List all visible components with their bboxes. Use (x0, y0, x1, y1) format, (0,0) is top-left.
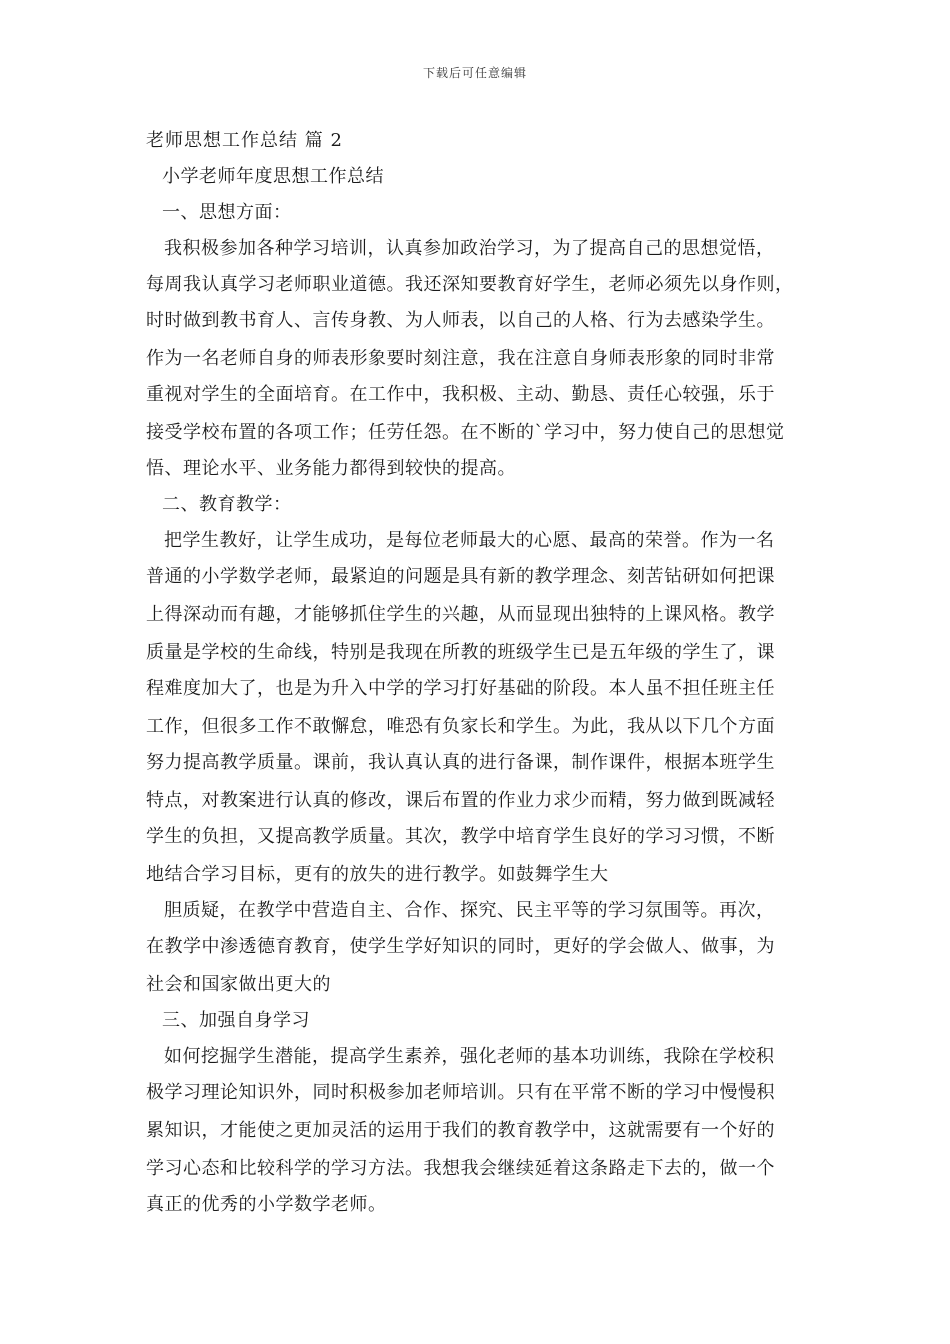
document-title: 老师思想工作总结 篇 2 (146, 130, 343, 151)
paragraph-line: 作为一名老师自身的师表形象要时刻注意，我在注意自身师表形象的同时非常 (146, 348, 775, 369)
section-heading: 二、教育教学： (162, 494, 292, 515)
paragraph-line: 我积极参加各种学习培训，认真参加政治学习，为了提高自己的思想觉悟， (164, 238, 775, 259)
paragraph-line: 每周我认真学习老师职业道德。我还深知要教育好学生，老师必须先以身作则， (146, 274, 794, 295)
paragraph-line: 地结合学习目标，更有的放失的进行教学。如鼓舞学生大 (146, 864, 609, 885)
paragraph-line: 时时做到教书育人、言传身教、为人师表，以自己的人格、行为去感染学生。 (146, 310, 775, 331)
subtitle: 小学老师年度思想工作总结 (162, 166, 384, 187)
paragraph-line: 把学生教好，让学生成功，是每位老师最大的心愿、最高的荣誉。作为一名 (164, 530, 775, 551)
paragraph-line: 接受学校布置的各项工作；任劳任怨。在不断的`学习中，努力使自己的思想觉 (146, 422, 785, 443)
paragraph-line: 在教学中渗透德育教育，使学生学好知识的同时，更好的学会做人、做事，为 (146, 936, 775, 957)
header-note: 下载后可任意编辑 (422, 66, 527, 80)
paragraph-line: 程难度加大了，也是为升入中学的学习打好基础的阶段。本人虽不担任班主任 (146, 678, 775, 699)
paragraph-line: 特点，对教案进行认真的修改，课后布置的作业力求少而精，努力做到既减轻 (146, 790, 775, 811)
paragraph-line: 工作，但很多工作不敢懈怠，唯恐有负家长和学生。为此，我从以下几个方面 (146, 716, 775, 737)
section-heading: 一、思想方面： (162, 202, 292, 223)
paragraph-line: 累知识，才能使之更加灵活的运用于我们的教育教学中，这就需要有一个好的 (146, 1120, 775, 1141)
paragraph-line: 努力提高教学质量。课前，我认真认真的进行备课，制作课件，根据本班学生 (146, 752, 775, 773)
paragraph-line: 学生的负担，又提高教学质量。其次，教学中培育学生良好的学习习惯，不断 (146, 826, 775, 847)
paragraph-line: 如何挖掘学生潜能，提高学生素养，强化老师的基本功训练，我除在学校积 (164, 1046, 775, 1067)
paragraph-line: 普通的小学数学老师，最紧迫的问题是具有新的教学理念、刻苦钻研如何把课 (146, 566, 775, 587)
paragraph-line: 极学习理论知识外，同时积极参加老师培训。只有在平常不断的学习中慢慢积 (146, 1082, 775, 1103)
paragraph-line: 质量是学校的生命线，特别是我现在所教的班级学生已是五年级的学生了，课 (146, 642, 775, 663)
section-heading: 三、加强自身学习 (162, 1010, 310, 1031)
paragraph-line: 学习心态和比较科学的学习方法。我想我会继续延着这条路走下去的，做一个 (146, 1158, 775, 1179)
paragraph-line: 上得深动而有趣，才能够抓住学生的兴趣，从而显现出独特的上课风格。教学 (146, 604, 775, 625)
paragraph-line: 胆质疑，在教学中营造自主、合作、探究、民主平等的学习氛围等。再次， (164, 900, 775, 921)
paragraph-line: 真正的优秀的小学数学老师。 (146, 1194, 387, 1215)
paragraph-line: 社会和国家做出更大的 (146, 974, 331, 995)
paragraph-line: 重视对学生的全面培育。在工作中，我积极、主动、勤恳、责任心较强，乐于 (146, 384, 775, 405)
paragraph-line: 悟、理论水平、业务能力都得到较快的提高。 (146, 458, 516, 479)
